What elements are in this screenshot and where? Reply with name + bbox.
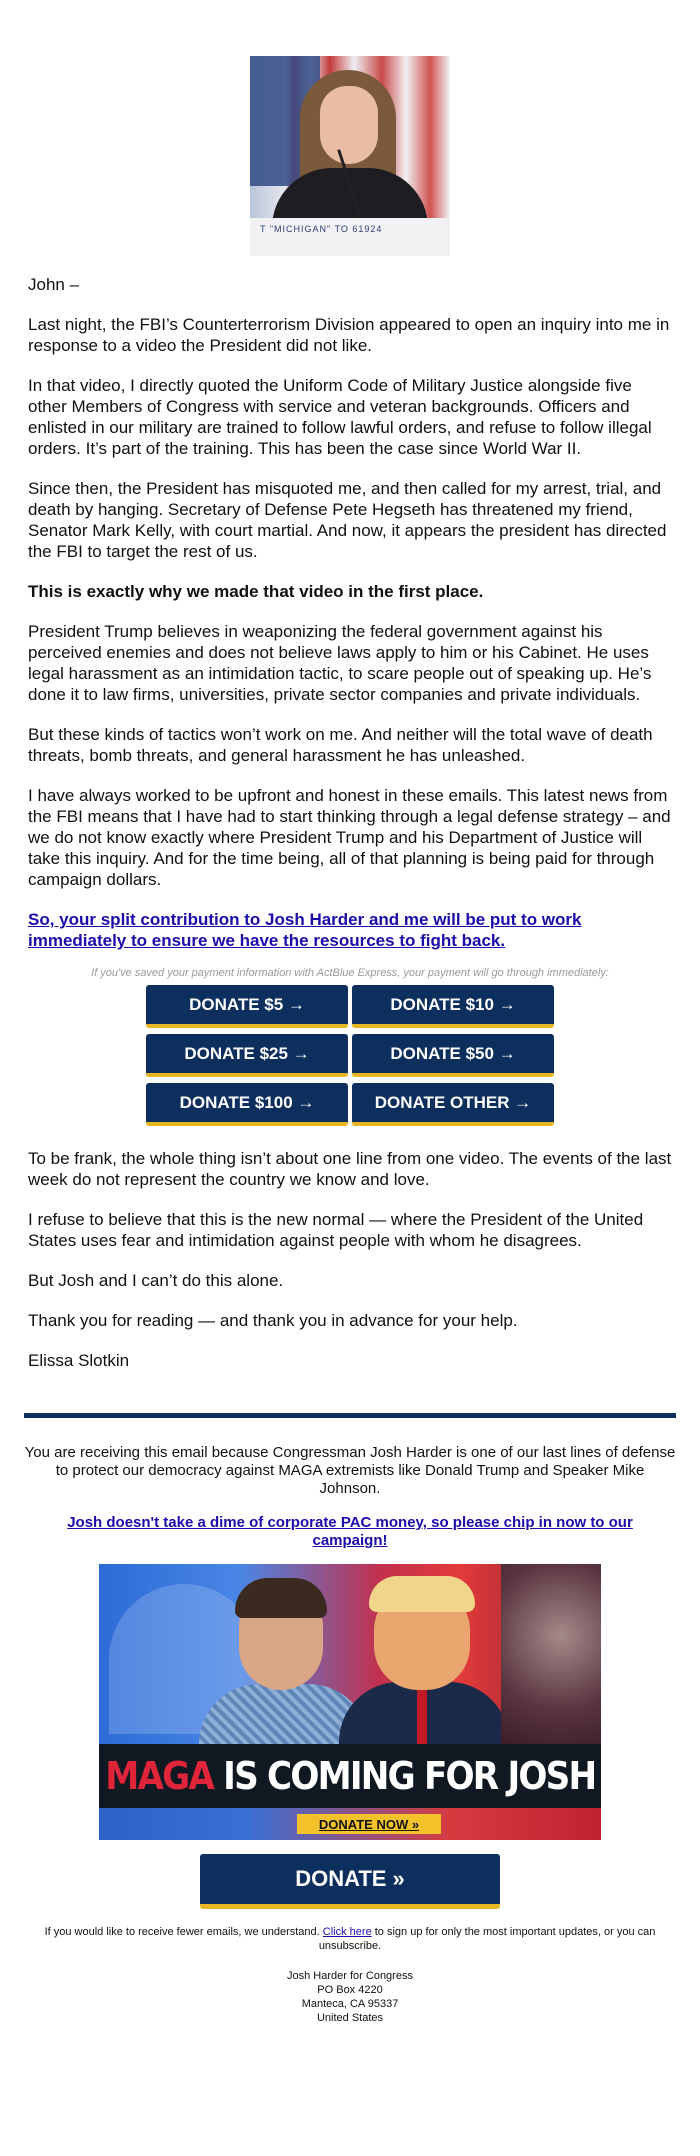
banner-headline: [105, 1754, 595, 1798]
campaign-banner[interactable]: [99, 1564, 601, 1840]
opponent-hair: [369, 1576, 475, 1612]
address-line-1: Josh Harder for Congress: [287, 1970, 413, 1982]
paragraph-2: In that video, I directly quoted the Uniform Code of Military Justice alongside five other Members of Congress with service and veteran backgrounds. Officers and enlisted in our military are trained to follow lawful orders, and refuse to follow illegal orders. It’s part of the training. This has been the case since World War II.: [28, 376, 652, 458]
signature: Elissa Slotkin: [28, 1351, 130, 1370]
paragraph-3: Since then, the President has misquoted me, and then called for my arrest, trial, and death by hanging. Secretary of Defense Pete Hegseth has threatened my friend, Senator Mark Kelly, with court martial. And now, it appears the president has directed the FBI to target the rest of us.: [28, 479, 667, 561]
click-here-link[interactable]: Click here: [322, 1926, 372, 1938]
donate-main-button[interactable]: DONATE »: [200, 1854, 500, 1909]
paragraph-6: I have always worked to be upfront and honest in these emails. This latest news from the FBI means that I have had to start thinking through a legal defense strategy – and we do not know exactly where President Trump and his Department of Justice will take this inquiry. And for the time being, all of that planning is being paid for through campaign dollars.: [28, 786, 671, 889]
donate-100-button[interactable]: DONATE $100 →: [146, 1083, 348, 1126]
donate-other-button[interactable]: DONATE OTHER →: [352, 1083, 554, 1126]
closing-content: [0, 1148, 700, 1371]
donate-50-button[interactable]: DONATE $50 →: [352, 1034, 554, 1077]
bold-statement: This is exactly why we made that video in the first place.: [28, 582, 484, 601]
donate-10-button[interactable]: DONATE $10 →: [352, 985, 554, 1028]
banner-donate-now-button[interactable]: DONATE NOW »: [297, 1814, 441, 1834]
fewer-emails-text-2: to sign up for only the most important updates, or you can unsubscribe.: [318, 1926, 656, 1952]
podium-text: T "MICHIGAN" TO 61924: [260, 224, 383, 234]
donate-5-button[interactable]: DONATE $5 →: [146, 985, 348, 1028]
paragraph-1: Last night, the FBI’s Counterterrorism Division appeared to open an inquiry into me in response to a video the President did not like.: [28, 315, 670, 355]
photo-face: [320, 86, 378, 164]
address-line-3: Manteca, CA 95337: [301, 1998, 399, 2010]
letter-content: [0, 274, 700, 951]
fewer-emails-text-1: If you would like to receive fewer emails, we understand.: [44, 1926, 320, 1938]
split-contribution-link[interactable]: So, your split contribution to Josh Harder and me will be put to work immediately to ensure we have the resources to fight back.: [28, 910, 582, 950]
address-line-2: PO Box 4220: [317, 1984, 383, 1996]
divider: [24, 1413, 676, 1418]
address-line-4: United States: [316, 2012, 384, 2024]
footer-reason: You are receiving this email because Congressman Josh Harder is one of our last lines of defense to protect our democracy against MAGA extremists like Donald Trump and Speaker Mike Johnson.: [24, 1444, 676, 1497]
mailing-address: [0, 1969, 700, 2025]
closing-1: To be frank, the whole thing isn’t about one line from one video. The events of the last week do not represent the country we know and love.: [28, 1149, 672, 1189]
paragraph-5: But these kinds of tactics won’t work on me. And neither will the total wave of death threats, bomb threats, and general harassment he has unleashed.: [28, 725, 653, 765]
paragraph-4: President Trump believes in weaponizing the federal government against his perceived enemies and does not believe laws apply to him or his Cabinet. He uses legal harassment as an intimidation tactic, to scare people out of speaking up. He’s done it to law firms, universities, private sector companies and private individuals.: [28, 622, 652, 704]
riot-scene-graphic: [501, 1564, 601, 1744]
greeting: John –: [28, 275, 80, 294]
closing-4: Thank you for reading — and thank you in advance for your help.: [28, 1311, 518, 1330]
banner-headline-red: MAGA: [104, 1754, 213, 1798]
fewer-emails-note: [24, 1925, 676, 1953]
candidate-hair: [235, 1578, 327, 1618]
hero-photo: [250, 56, 450, 256]
opponent-tie: [417, 1690, 427, 1744]
email-body: [0, 56, 700, 2025]
donate-25-button[interactable]: DONATE $25 →: [146, 1034, 348, 1077]
actblue-express-note: If you've saved your payment information with ActBlue Express, your payment will go through immediately:: [91, 967, 609, 979]
corporate-pac-link[interactable]: Josh doesn't take a dime of corporate PAC money, so please chip in now to our campaign!: [67, 1514, 633, 1549]
closing-3: But Josh and I can’t do this alone.: [28, 1271, 284, 1290]
closing-2: I refuse to believe that this is the new normal — where the President of the United States uses fear and intimidation against people with whom he disagrees.: [28, 1210, 644, 1250]
banner-headline-bar: [99, 1744, 601, 1808]
banner-headline-white: IS COMING FOR JOSH: [222, 1754, 596, 1798]
donate-button-grid: [146, 985, 554, 1126]
